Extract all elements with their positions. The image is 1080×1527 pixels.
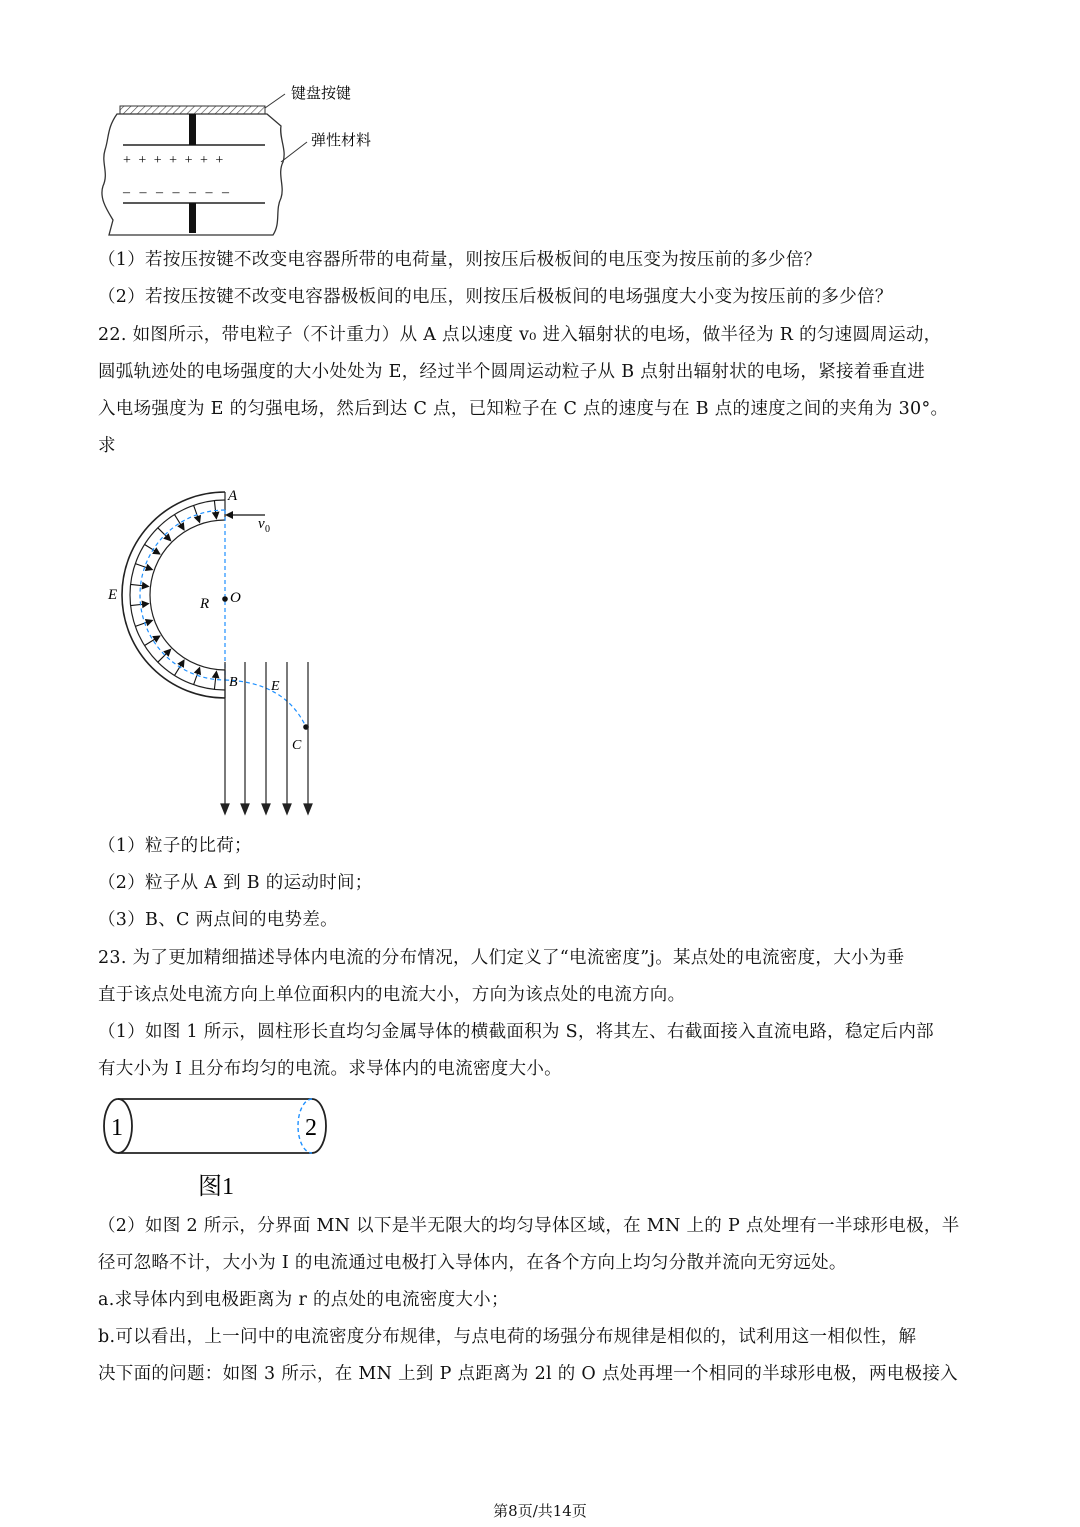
radial-arrowhead xyxy=(195,516,201,523)
label-B: B xyxy=(229,675,238,690)
q22-sub1: （1）粒子的比荷； xyxy=(98,836,252,856)
radial-arrowhead xyxy=(213,672,219,678)
label-E-right: E xyxy=(271,679,280,694)
radial-arrowhead xyxy=(142,583,148,589)
radial-arrows xyxy=(131,501,219,690)
label-O: O xyxy=(230,590,241,606)
keyboard-capacitor-figure xyxy=(95,78,395,243)
radial-arrowhead xyxy=(195,668,201,675)
figure1-caption: 图1 xyxy=(198,1174,234,1200)
label-R: R xyxy=(200,596,210,612)
q23-sub2-b-line2: 决下面的问题：如图 3 所示，在 MN 上到 P 点距离为 2l 的 O 点处再埋一个相同的半球形电极，两电极接入 xyxy=(98,1364,958,1384)
cylinder-svg xyxy=(98,1094,338,1204)
label-A: A xyxy=(228,488,238,504)
upper-stem xyxy=(189,114,196,145)
outer-arc xyxy=(122,492,225,698)
q23-line1: 23. 为了更加精细描述导体内电流的分布情况，人们定义了“电流密度”j。某点处的电流密度，大小为垂 xyxy=(98,948,905,968)
page-footer: 第8页/共14页 xyxy=(493,1502,587,1520)
q22-sub3: （3）B、C 两点间的电势差。 xyxy=(98,910,338,930)
v0-arrowhead xyxy=(225,511,233,519)
inner-arc xyxy=(150,520,225,670)
lower-stem xyxy=(189,203,196,233)
q22-line1: 22. 如图所示，带电粒子（不计重力）从 A 点以速度 v₀ 进入辐射状的电场，做半径为 R 的匀速圆周运动， xyxy=(98,325,942,345)
q23-sub2-b-line1: b.可以看出，上一问中的电流密度分布规律，与点电荷的场强分布规律是相似的，试利用这一相似性，解 xyxy=(98,1327,917,1347)
keyboard-capacitor-svg xyxy=(95,78,395,243)
elastic-label: 弹性材料 xyxy=(311,133,372,149)
radial-arrowhead xyxy=(213,512,219,518)
q23-sub2-line2: 径可忽略不计，大小为 I 的电流通过电极打入导体内，在各个方向上均匀分散并流向无穷远处。 xyxy=(98,1253,847,1273)
label-v0-sub: 0 xyxy=(265,524,270,535)
label-E-left: E xyxy=(108,587,118,603)
radial-arrowhead xyxy=(146,620,153,626)
trajectory-arc xyxy=(140,510,225,680)
q21-sub1: （1）若按压按键不改变电容器所带的电荷量，则按压后极板间的电压变为按压前的多少倍？ xyxy=(98,250,822,270)
elastic-leader xyxy=(281,142,307,162)
q23-sub1-line2: 有大小为 I 且分布均匀的电流。求导体内的电流密度大小。 xyxy=(98,1059,562,1079)
label-C: C xyxy=(292,738,302,753)
label-1: 1 xyxy=(111,1115,123,1141)
q21-sub2: （2）若按压按键不改变电容器极板间的电压，则按压后极板间的电场强度大小变为按压前的多少倍？ xyxy=(98,287,893,307)
label-v0: v xyxy=(258,516,265,532)
q22-line2: 圆弧轨迹处的电场强度的大小处处为 E，经过半个圆周运动粒子从 B 点射出辐射状的电场，紧接着垂直进 xyxy=(98,362,926,382)
radial-field-figure xyxy=(100,482,340,822)
radial-arrowhead xyxy=(178,523,184,530)
q23-sub1-line1: （1）如图 1 所示，圆柱形长直均匀金属导体的横截面积为 S，将其左、右截面接入直流电路，稳定后内部 xyxy=(98,1022,934,1042)
minus-charges: – – – – – – – xyxy=(123,185,232,200)
radial-arrowhead xyxy=(142,601,148,607)
plus-charges: + + + + + + + xyxy=(123,153,226,168)
q23-sub2-a: a.求导体内到电极距离为 r 的点处的电流密度大小； xyxy=(98,1290,509,1310)
key-leader xyxy=(265,94,285,108)
q22-line4: 求 xyxy=(98,436,116,456)
radial-field-svg xyxy=(100,482,340,822)
center-O-dot xyxy=(222,596,228,602)
label-2: 2 xyxy=(305,1115,317,1141)
middle-arc xyxy=(130,500,225,690)
radial-arrowhead xyxy=(146,565,153,571)
q23-sub2-line1: （2）如图 2 所示，分界面 MN 以下是半无限大的均匀导体区域，在 MN 上的 P 点处埋有一半球形电极，半 xyxy=(98,1216,960,1236)
key-cap xyxy=(120,106,265,114)
q23-line2: 直于该点处电流方向上单位面积内的电流大小，方向为该点处的电流方向。 xyxy=(98,985,686,1005)
q22-sub2: （2）粒子从 A 到 B 的运动时间； xyxy=(98,873,373,893)
cylinder-figure xyxy=(98,1094,338,1204)
key-label: 键盘按键 xyxy=(291,86,352,102)
q22-line3: 入电场强度为 E 的匀强电场，然后到达 C 点，已知粒子在 C 点的速度与在 B 点的速度之间的夹角为 30°。 xyxy=(98,399,949,419)
